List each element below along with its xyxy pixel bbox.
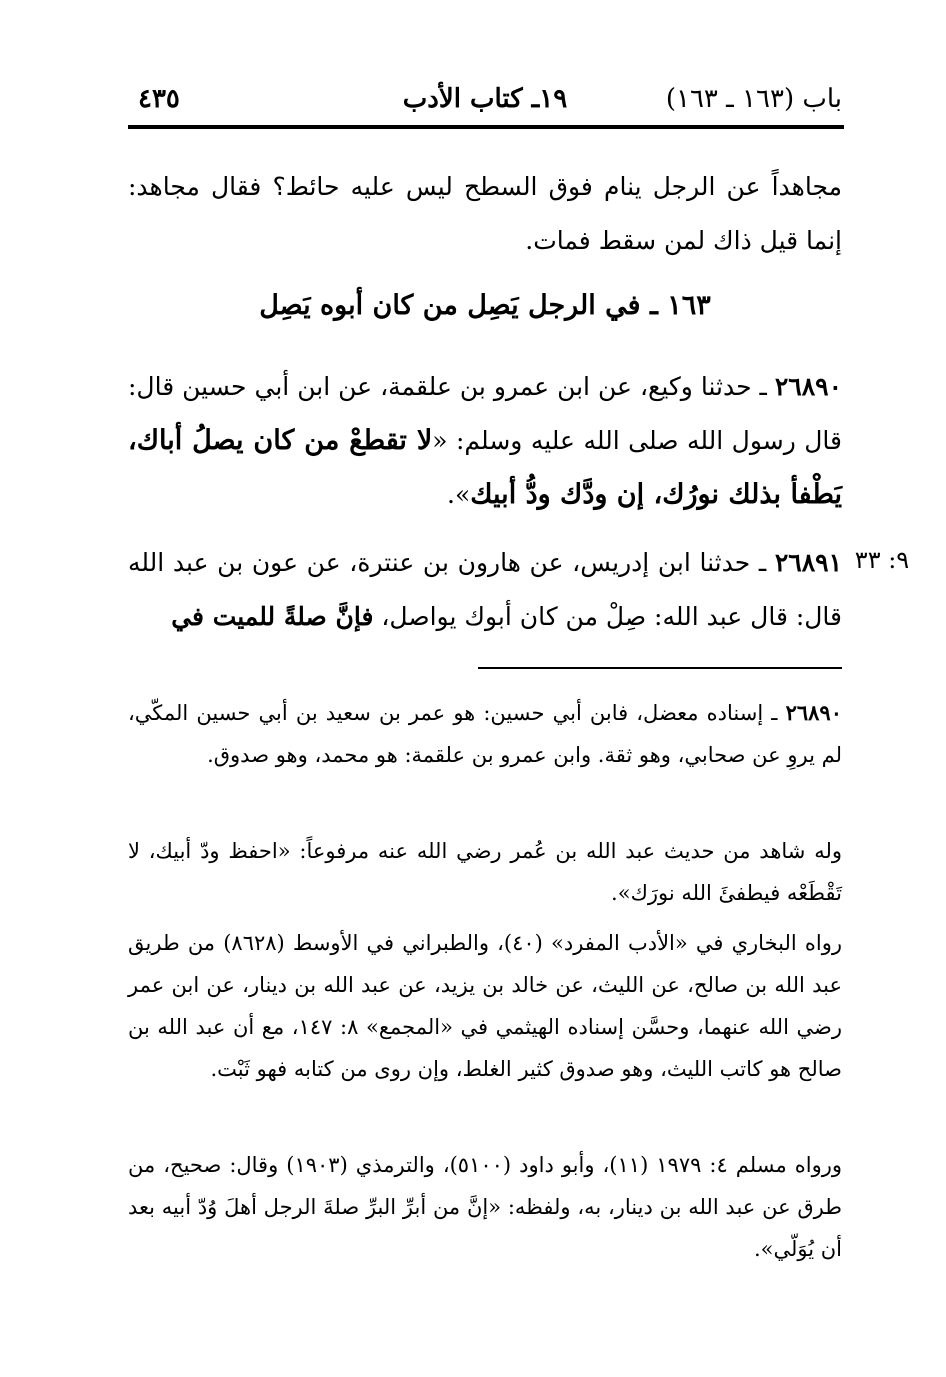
hadith-26890 <box>128 360 842 522</box>
footnote-number: ٢٦٨٩٠ <box>785 700 842 725</box>
continuation-paragraph: مجاهداً عن الرجل ينام فوق السطح ليس عليه حائط؟ فقال مجاهد: إنما قيل ذاك لمن سقط فمات. <box>128 172 842 255</box>
hadith-26891 <box>128 536 842 644</box>
footnote-rule <box>478 667 842 669</box>
section-heading: ١٦٣ ـ في الرجل يَصِل من كان أبوه يَصِل <box>259 290 711 321</box>
running-header <box>128 80 842 124</box>
hadith-number: ٢٦٨٩٠ <box>774 372 842 401</box>
hadith-emphasis: فإنَّ صلةً للميت في <box>171 602 374 631</box>
hadith-quote-end: ». <box>447 480 471 509</box>
hadith-number: ٢٦٨٩١ <box>774 548 842 577</box>
book-title: ١٩ـ كتاب الأدب <box>402 84 568 114</box>
footnote-bukhari: رواه البخاري في «الأدب المفرد» (٤٠)، والطبراني في الأوسط (٨٦٢٨) من طريق عبد الله بن صالح، عن الليث، عن خالد بن يزيد، عن عبد الله بن دينار، عن ابن عمر رضي الله عنهما، وحسَّن إسناده الهيثمي في «المجمع» ٨: ١٤٧، مع أن عبد الله بن صالح هو كاتب الليث، وهو صدوق كثير الغلط، وإن روى من كتابه فهو ثَبْت. <box>128 931 842 1081</box>
footnote-26890 <box>128 692 842 776</box>
footnote-witness: وله شاهد من حديث عبد الله بن عُمر رضي الله عنه مرفوعاً: «احفظ ودّ أبيك، لا تَقْطَعْه فيطفئَ الله نورَك». <box>128 839 842 905</box>
chapter-reference: باب (١٦٣ ـ ١٦٣) <box>665 84 842 114</box>
hadith-text: ـ حدثنا وكيع، عن ابن عمرو بن علقمة، عن ابن أبي حسين قال: قال رسول الله صلى الله عليه وسلم: « <box>128 372 842 455</box>
margin-reference: ٩: ٣٣ <box>854 546 910 574</box>
footnote-muslim: ورواه مسلم ٤: ١٩٧٩ (١١)، وأبو داود (٥١٠٠)، والترمذي (١٩٠٣) وقال: صحيح، من طرق عن عبد الله بن دينار، به، ولفظه: «إنَّ من أبرِّ البرِّ صلةَ الرجل أهلَ وُدّ أبيه بعد أن يُوَلّي». <box>128 1153 842 1261</box>
header-rule <box>128 125 844 129</box>
hadith-quote: لا تقطعْ من كان يصلُ أباك، يَطْفأ بذلك نورُك، إن ودَّك ودُّ أبيك <box>128 425 842 510</box>
hadith-text: ـ حدثنا ابن إدريس، عن هارون بن عنترة، عن عون بن عبد الله قال: قال عبد الله: صِلْ من كان أبوك يواصل، <box>128 548 842 631</box>
footnote-text: ـ إسناده معضل، فابن أبي حسين: هو عمر بن سعيد بن أبي حسين المكّي، لم يروِ عن صحابي، وهو ثقة. وابن عمرو بن علقمة: هو محمد، وهو صدوق. <box>128 701 842 767</box>
page-number: ٤٣٥ <box>138 84 180 114</box>
